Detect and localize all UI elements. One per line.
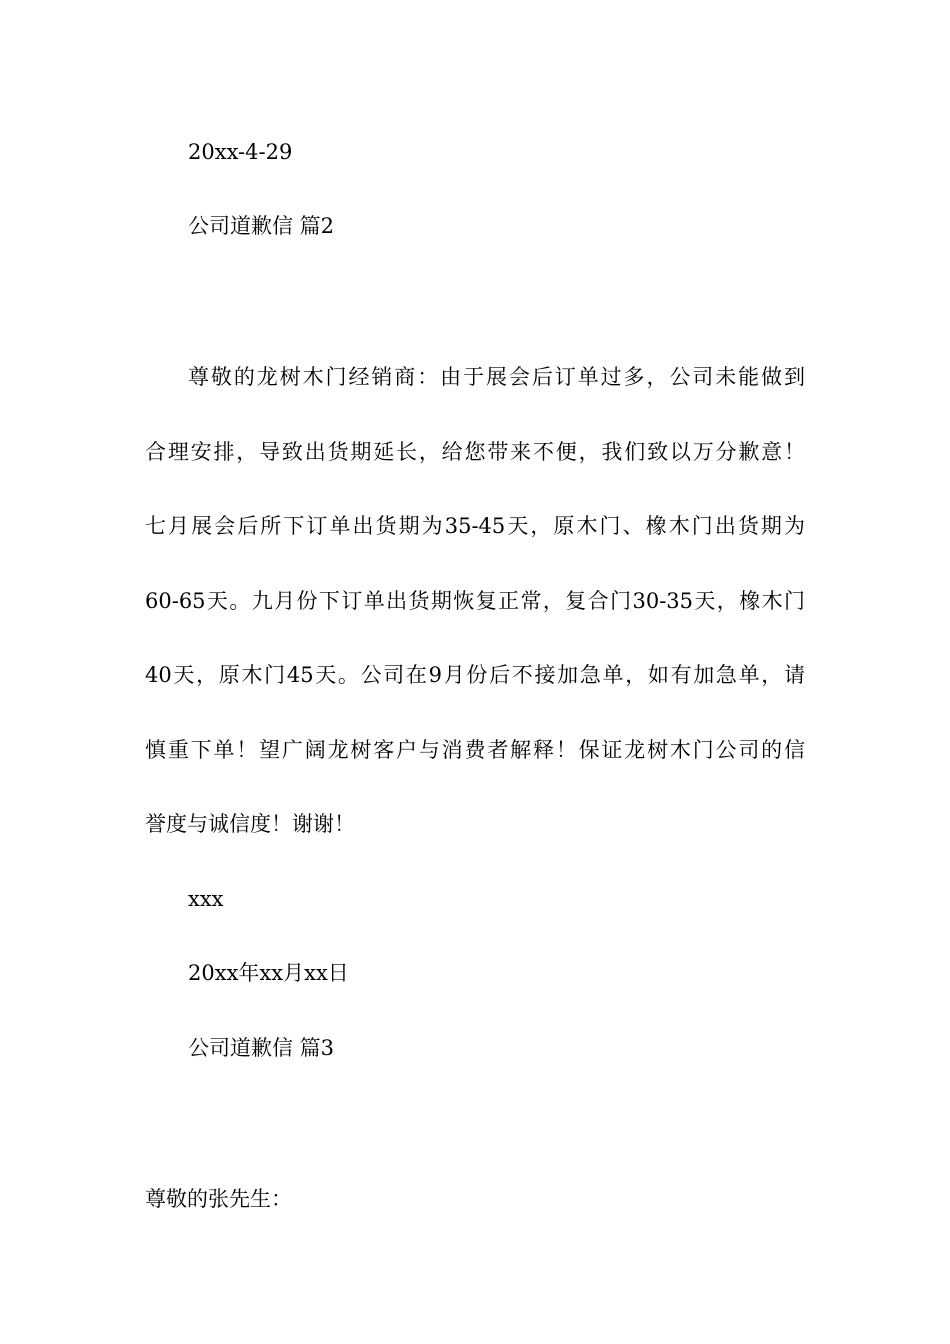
paragraph-line: 七月展会后所下订单出货期为35-45天，原木门、橡木门出货期为 [145, 514, 805, 538]
paragraph-line: 40天，原木门45天。公司在9月份后不接加急单，如有加急单，请 [145, 663, 805, 687]
paragraph-line: 合理安排，导致出货期延长，给您带来不便，我们致以万分歉意！ [145, 440, 805, 464]
salutation: 尊敬的张先生： [145, 1187, 292, 1211]
paragraph-line: 尊敬的龙树木门经销商：由于展会后订单过多，公司未能做到 [188, 365, 805, 389]
signature: xxx [188, 887, 224, 911]
top-date: 20xx-4-29 [188, 140, 293, 164]
letter-date: 20xx年xx月xx日 [188, 961, 349, 985]
paragraph-line: 60-65天。九月份下订单出货期恢复正常，复合门30-35天，橡木门 [145, 589, 805, 613]
section-3-heading: 公司道歉信 篇3 [188, 1036, 335, 1060]
paragraph-line: 慎重下单！望广阔龙树客户与消费者解释！保证龙树木门公司的信 [145, 738, 805, 762]
section-2-heading: 公司道歉信 篇2 [188, 214, 335, 238]
paragraph-line: 誉度与诚信度！谢谢！ [145, 812, 355, 836]
